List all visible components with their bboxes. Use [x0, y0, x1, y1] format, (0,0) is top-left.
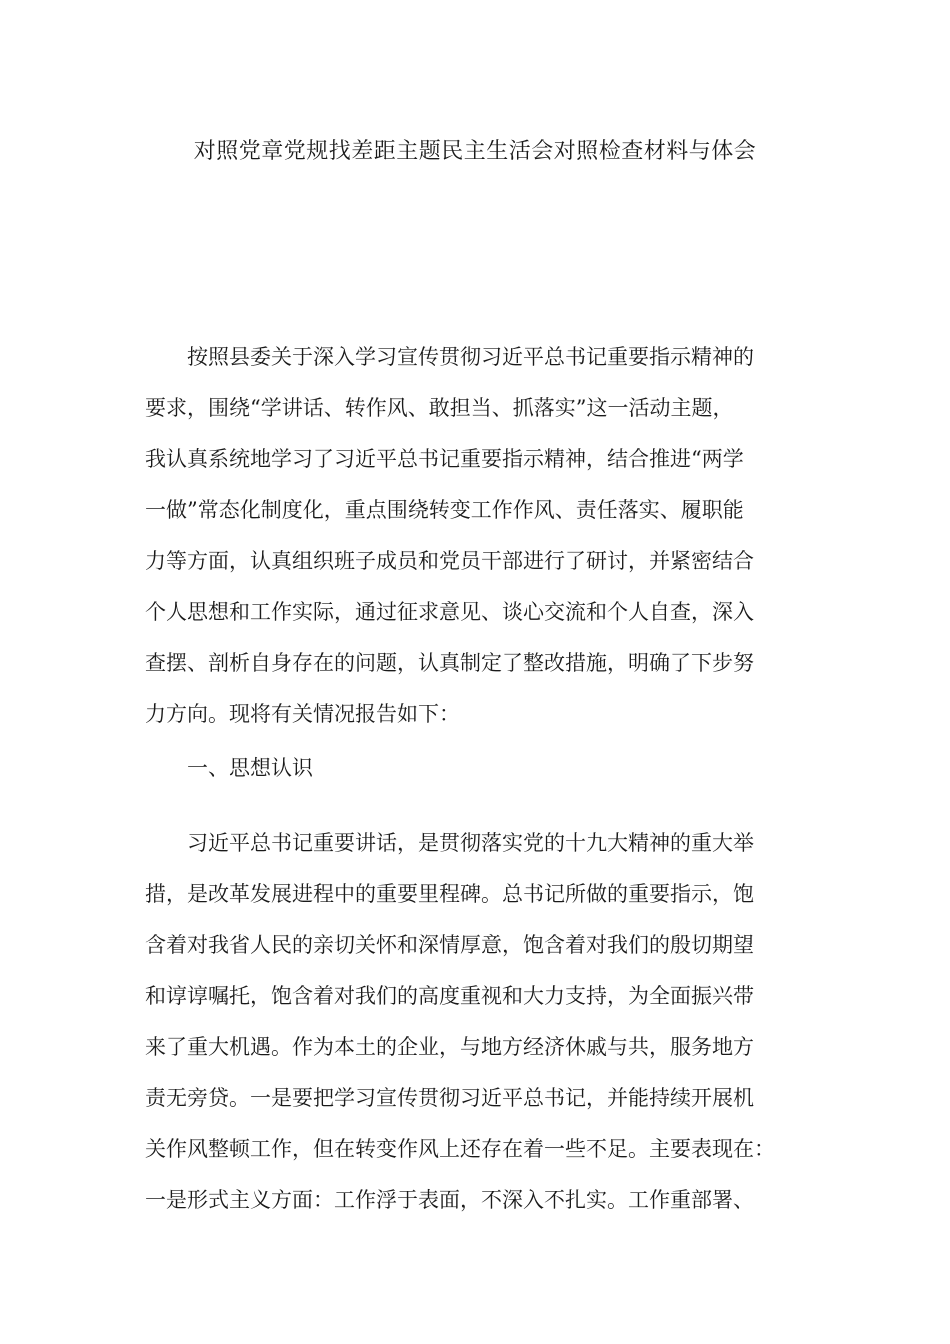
text-line: 个人思想和工作实际，通过征求意见、谈心交流和个人自查，深入 [145, 600, 754, 624]
section-heading-text: 一、思想认识 [187, 756, 313, 780]
section-heading [145, 743, 809, 794]
text-line: 我认真系统地学习了习近平总书记重要指示精神，结合推进“两学 [145, 447, 744, 471]
text-line: 和谆谆嘱托，饱含着对我们的高度重视和大力支持，为全面振兴带 [145, 984, 754, 1008]
intro-paragraph [145, 332, 809, 740]
text-line: 力方向。现将有关情况报告如下： [145, 702, 460, 726]
text-line: 按照县委关于深入学习宣传贯彻习近平总书记重要指示精神的 [187, 345, 754, 369]
section-paragraph [145, 818, 809, 1226]
text-line: 来了重大机遇。作为本土的企业，与地方经济休戚与共，服务地方 [145, 1035, 754, 1059]
text-line: 习近平总书记重要讲话，是贯彻落实党的十九大精神的重大举 [187, 831, 754, 855]
text-line: 一是形式主义方面：工作浮于表面，不深入不扎实。工作重部署、 [145, 1188, 754, 1212]
text-line: 力等方面，认真组织班子成员和党员干部进行了研讨，并紧密结合 [145, 549, 754, 573]
text-line: 要求，围绕“学讲话、转作风、敢担当、抓落实”这一活动主题， [145, 396, 734, 420]
text-line: 含着对我省人民的亲切关怀和深情厚意，饱含着对我们的殷切期望 [145, 933, 754, 957]
text-line: 责无旁贷。一是要把学习宣传贯彻习近平总书记，并能持续开展机 [145, 1086, 754, 1110]
text-line: 关作风整顿工作，但在转变作风上还存在着一些不足。主要表现在： [145, 1137, 775, 1161]
document-title: 对照党章党规找差距主题民主生活会对照检查材料与体会 [193, 139, 757, 164]
text-line: 一做”常态化制度化，重点围绕转变工作作风、责任落实、履职能 [145, 498, 744, 522]
text-line: 查摆、剖析自身存在的问题，认真制定了整改措施，明确了下步努 [145, 651, 754, 675]
text-line: 措，是改革发展进程中的重要里程碑。总书记所做的重要指示，饱 [145, 882, 754, 906]
